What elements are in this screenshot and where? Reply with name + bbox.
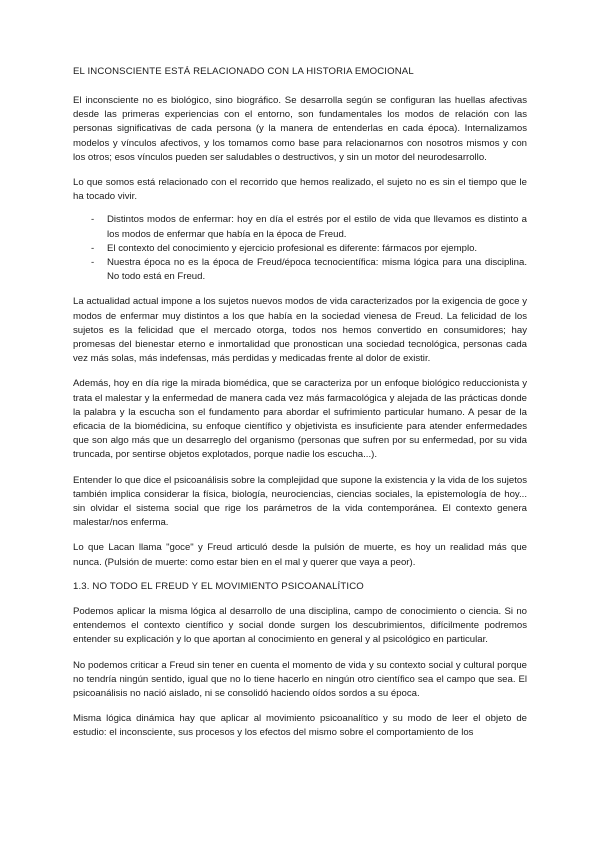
paragraph: No podemos criticar a Freud sin tener en cuenta el momento de vida y su contexto social y cultural porque no tendría ningún sentido, igual que no lo tiene hacerlo en ningún otro científico sea el campo que sea. El psicoanálisis no nació aislado, ni se consolidó haciendo oídos sordos a su época. [73,659,527,699]
bullet-marker: - [91,214,95,226]
paragraph: El inconsciente no es biológico, sino biográfico. Se desarrolla según se configuran las huellas afectivas desde las primeras experiencias con el entorno, son fundamentales los modos de relación con las personas significativas de cada persona (y la manera de entenderlas en cada época). Internalizamos modelos y vínculos afectivos, y los tomamos como base para relacionarnos con nosotros mismos y con los otros; esos vínculos pueden ser saludables o destructivos, y sin un motor del neurodesarrollo. [73,95,527,163]
paragraph: Misma lógica dinámica hay que aplicar al movimiento psicoanalítico y su modo de leer el objeto de estudio: el inconsciente, sus procesos y los efectos del mismo sobre el comportamiento de los [73,713,527,739]
bullet-list [73,213,527,284]
paragraph: La actualidad actual impone a los sujetos nuevos modos de vida caracterizados por la exigencia de goce y modos de enfermar muy distintos a los que había en la sociedad vienesa de Freud. La felicidad de los sujetos es la felicidad que el mercado otorga, todos nos hemos convertido en consumidores; hay promesas del bienestar eterno e inmortalidad que pronostican una sociedad tecnológica, personas cada vez más solas, más indefensas, más perdidas y medicadas frente al dolor de existir. [73,296,527,365]
subsection-heading: 1.3. NO TODO EL FREUD Y EL MOVIMIENTO PSICOANALÍTICO [73,580,364,592]
list-item-text: Nuestra época no es la época de Freud/época tecnocientífica: misma lógica para una disciplina. No todo está en Freud. [107,257,527,283]
paragraph: Además, hoy en día rige la mirada biomédica, que se caracteriza por un enfoque biológico reduccionista y trata el malestar y la enfermedad de manera cada vez más farmacológica y alejada de las prácticas donde la palabra y la escucha son el fundamento para abordar el sufrimiento particular humano. A pesar de la eficacia de la biomédicina, su enfoque científico y objetivista es insuficiente para atender enfermedades que son algo más que un desarreglo del organismo (personas que sufren por su enfermedad, por su vida truncada, por sentirse objetos explotados, porque nadie los escucha...). [73,378,527,461]
section-heading: EL INCONSCIENTE ESTÁ RELACIONADO CON LA HISTORIA EMOCIONAL [73,66,414,77]
list-item-text: Distintos modos de enfermar: hoy en día el estrés por el estilo de vida que llevamos es distinto a los modos de enfermar que había en la época de Freud. [107,214,527,240]
paragraph: Lo que somos está relacionado con el recorrido que hemos realizado, el sujeto no es sin el tiempo que le ha tocado vivir. [73,177,527,203]
list-item-text: El contexto del conocimiento y ejercicio profesional es diferente: fármacos por ejemplo. [107,242,478,254]
paragraph: Lo que Lacan llama "goce" y Freud articuló desde la pulsión de muerte, es hoy un realidad más que nunca. (Pulsión de muerte: como estar bien en el mal y querer que vaya a peor). [73,542,527,568]
list-item [91,242,527,256]
bullet-marker: - [91,257,95,269]
list-item [91,256,527,284]
bullet-marker: - [91,242,95,254]
list-item [91,213,527,241]
paragraph: Entender lo que dice el psicoanálisis sobre la complejidad que supone la existencia y la vida de los sujetos también implica considerar la física, biología, neurociencias, ciencias sociales, la epistemología de hoy... sin olvidar el sistema social que rige los parámetros de la vida contemporánea. El contexto genera malestar/nos enferma. [73,474,527,529]
paragraph: Podemos aplicar la misma lógica al desarrollo de una disciplina, campo de conocimiento o ciencia. Si no entendemos el contexto científico y social donde surgen los descubrimientos, difícilmente podremos entender su explicación y lo que aportan al conocimiento en general y al psicológico en particular. [73,605,527,646]
